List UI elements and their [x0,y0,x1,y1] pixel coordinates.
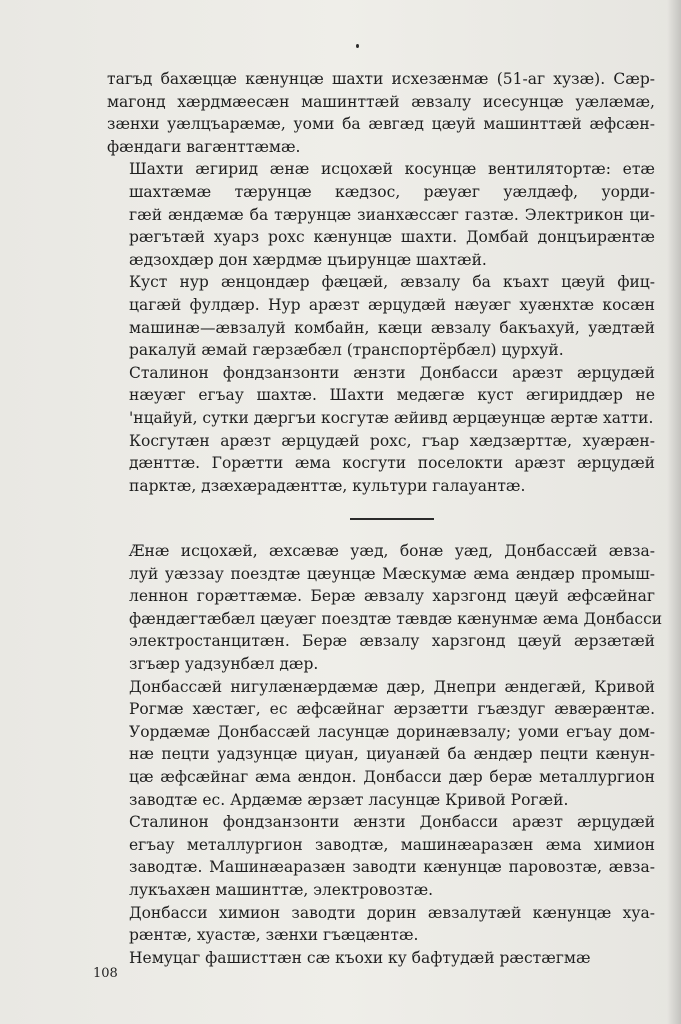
text-line: Косгутæн арæзт æрцудæй рохс, гъар хæдзæрттæ, хуæрæн- [129,431,655,450]
paragraph [107,540,663,676]
text-line: фæндаги вагæнттæмæ. [107,137,301,156]
text-section-2 [107,540,663,969]
text-line: луй уæззау поездтæ цæунцæ Мæскумæ æма æндæр промыш- [129,564,655,583]
paragraph [107,430,655,498]
text-line: егъау металлургион заводтæ, машинæаразæн æма химион [129,835,655,854]
text-line: машинæ—æвзалуй комбайн, кæци æвзалу бакъахуй, уæдтæй [129,318,655,337]
text-line: заводтæ. Машинæаразæн заводти кæнунцæ паровозтæ, æвза- [129,858,655,877]
text-line: зæнхи уæлцъарæмæ, уоми ба æвгæд цæуй машинттæй æфсæн- [107,115,655,134]
text-line: Уордæмæ Донбассæй ласунцæ доринæвзалу; уоми егъау дом- [129,722,655,741]
text-line: заводтæ ес. Ардæмæ æрзæт ласунцæ Кривой Рогæй. [129,790,569,809]
text-line: фæндæгтæбæл цæуæг поездтæ тæвдæ кæнунмæ æма Донбасси [129,609,663,628]
text-line: магонд хæрдмæесæн машинттæй æвзалу исесунцæ уæлæмæ, [107,92,655,111]
text-line: Немуцаг фашисттæн сæ къохи ку бафтудæй рæстæгмæ [129,948,591,967]
text-line: Сталинон фондзанзонти æнзти Донбасси арæзт æрцудæй [129,813,655,832]
text-line: цæ æфсæйнаг æма æндон. Донбасси дæр берæ металлургион [129,767,655,786]
text-line: тагъд бахæццæ кæнунцæ шахти исхезæнмæ (51-аг хузæ). Сæр- [107,70,655,88]
text-line: рæнтæ, хуастæ, зæнхи гъæцæнтæ. [129,926,419,945]
text-line: лукъахæн машинттæ, электровозтæ. [129,880,434,899]
text-line: Донбассæй нигулæнæрдæмæ дæр, Днепри æндегæй, Кривой [129,677,655,696]
text-line: рæгътæй хуарз рохс кæнунцæ шахти. Домбай донцъирæнтæ [129,228,655,247]
section-divider [350,518,434,520]
paragraph [107,68,655,158]
text-line: Шахти æгирид æнæ исцохæй косунцæ вентилятортæ: етæ [129,160,655,179]
paragraph [107,271,655,361]
paragraph [107,947,655,970]
paragraph [107,158,655,271]
text-line: æдзохдæр дон хæрдмæ цъирунцæ шахтæй. [129,250,487,269]
text-line: леннон горæттæмæ. Берæ æвзалу харзгонд цæуй æфсæйнаг [129,587,655,606]
text-line: парктæ, дзæхæрадæнттæ, культури галауантæ. [129,476,526,495]
text-line: Æнæ исцохæй, æхсæвæ уæд, бонæ уæд, Донбассæй æвза- [129,542,655,560]
text-line: згъæр уадзунбæл дæр. [129,654,319,673]
text-line: нæуæг егъау шахтæ. Шахти медæгæ куст æгириддæр не [129,386,655,405]
print-speck [356,44,359,48]
text-line: дæнттæ. Горæтти æма косгути поселокти арæзт æрцудæй [129,454,655,473]
page-edge-shadow [667,0,681,1024]
text-line: Донбасси химион заводти дорин æвзалутæй кæнунцæ хуа- [129,903,655,922]
text-line: 'нцайуй, сутки дæргъи косгутæ æйивд æрцæунцæ æртæ хатти. [129,408,654,427]
paragraph [107,902,655,947]
text-line: Рогмæ хæстæг, ес æфсæйнаг æрзæтти гъæздуг æвæрæнтæ. [129,700,655,719]
text-line: Куст нур æнцондæр фæцæй, æвзалу ба къахт цæуй фиц- [129,273,655,292]
paragraph [107,811,655,901]
text-section-1 [107,68,655,497]
text-line: электростанцитæн. Берæ æвзалу харзгонд цæуй æрзæтæй [129,632,655,651]
text-line: нæ пецти уадзунцæ циуан, циуанæй ба æндæр пецти кæнун- [129,745,655,764]
paragraph [107,362,655,430]
text-line: гæй æндæмæ ба тæрунцæ зианхæссæг газтæ. Электрикон ци- [129,205,655,224]
text-line: ракалуй æмай гæрзæбæл (транспортёрбæл) цурхуй. [129,341,564,360]
text-line: шахтæмæ тæрунцæ кæдзос, рæуæг уæлдæф, уорди- [129,182,655,201]
paragraph [107,676,655,812]
text-line: Сталинон фондзанзонти æнзти Донбасси арæзт æрцудæй [129,363,655,382]
text-line: цагæй фулдæр. Нур арæзт æрцудæй нæуæг хуæнхтæ косæн [129,295,655,314]
page-number: 108 [93,966,118,981]
